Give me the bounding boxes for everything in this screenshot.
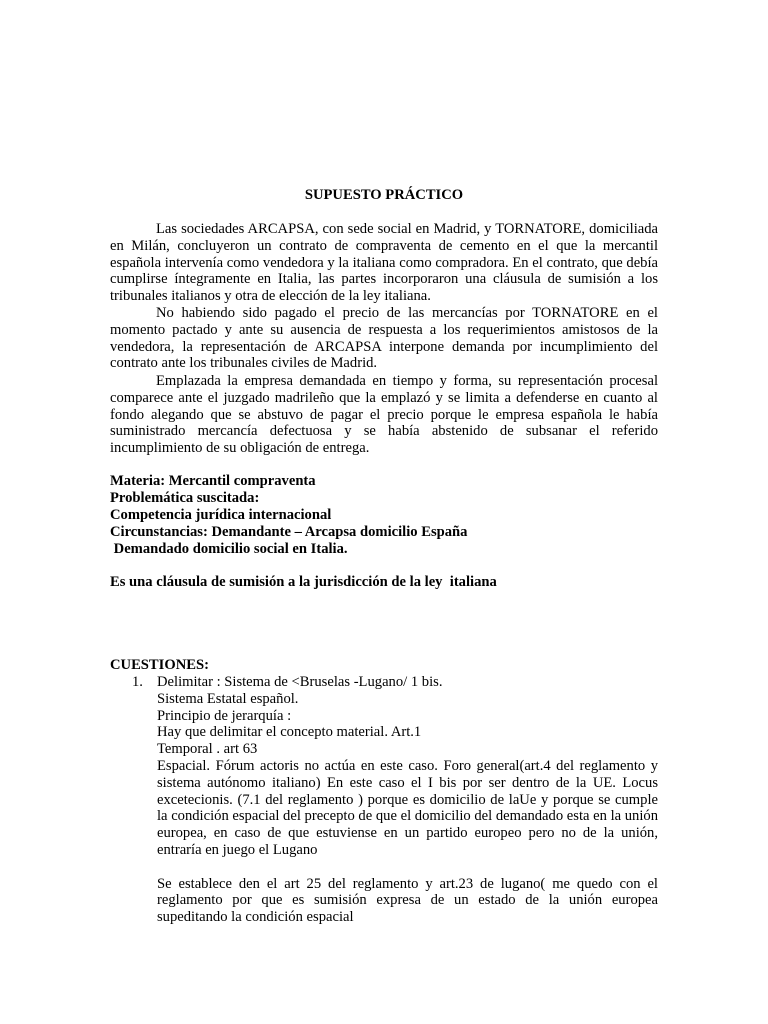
- sumision-paragraph: Se establece den el art 25 del reglamento y art.23 de lugano( me quedo con el reglamento por que es sumisión expresa de un estado de la unión europea supeditando la condición espacial: [157, 875, 658, 926]
- competencia-line: Competencia jurídica internacional: [110, 507, 332, 523]
- list-line: Temporal . art 63: [157, 741, 258, 758]
- document-title: SUPUESTO PRÁCTICO: [304, 187, 464, 203]
- list-line: Hay que delimitar el concepto material. Art.1: [157, 724, 422, 741]
- list-line: Delimitar : Sistema de <Bruselas -Lugano/ 1 bis.: [157, 674, 443, 690]
- cuestiones-heading: CUESTIONES:: [110, 657, 209, 673]
- materia-line: Materia: Mercantil compraventa: [110, 473, 316, 489]
- list-line: Principio de jerarquía :: [157, 707, 292, 724]
- demandado-line: Demandado domicilio social en Italia.: [110, 541, 348, 557]
- espacial-paragraph: Espacial. Fórum actoris no actúa en este caso. Foro general(art.4 del reglamento y sistema autónomo italiano) En este caso el I bis por ser dentro de la UE. Locus excetecionis. (7.1 del reglamento ) porque es domicilio de laUe y porque se cumple la condición espacial del precepto de que el domicilio del demandado esta en la unión europea, en caso de que estuviense en un partido europeo pero no de la unión, entraría en juego el Lugano: [157, 757, 658, 858]
- spacer: [157, 859, 658, 876]
- list-item-content: [157, 674, 658, 926]
- clausula-line: Es una cláusula de sumisión a la jurisdicción de la ley italiana: [110, 574, 497, 590]
- problematica-line: Problemática suscitada:: [110, 490, 260, 506]
- paragraph-facts: Las sociedades ARCAPSA, con sede social en Madrid, y TORNATORE, domiciliada en Milán, concluyeron un contrato de compraventa de cemento en el que la mercantil española intervenía como vendedora y la italiana como compradora. En el contrato, que debía cumplirse íntegramente en Italia, las partes incorporaron una cláusula de sumisión a los tribunales italianos y otra de elección de la ley italiana.: [110, 221, 658, 305]
- paragraph-demand: No habiendo sido pagado el precio de las mercancías por TORNATORE en el momento pactado y ante su ausencia de respuesta a los requerimientos amistosos de la vendedora, la representación de ARCAPSA interpone demanda por incumplimiento del contrato ante los tribunales civiles de Madrid.: [110, 305, 658, 372]
- paragraph-defense: Emplazada la empresa demandada en tiempo y forma, su representación procesal comparece ante el juzgado madrileño que la emplazó y se limita a defenderse en cuanto al fondo alegando que se abstuvo de pagar el precio porque le empresa española le había suministrado mercancía defectuosa y se había abstenido de subsanar el referido incumplimiento de su obligación de entrega.: [110, 373, 658, 457]
- circunstancias-line: Circunstancias: Demandante – Arcapsa domicilio España: [110, 524, 468, 540]
- list-number: 1.: [132, 674, 143, 690]
- list-line: Sistema Estatal español.: [157, 690, 299, 707]
